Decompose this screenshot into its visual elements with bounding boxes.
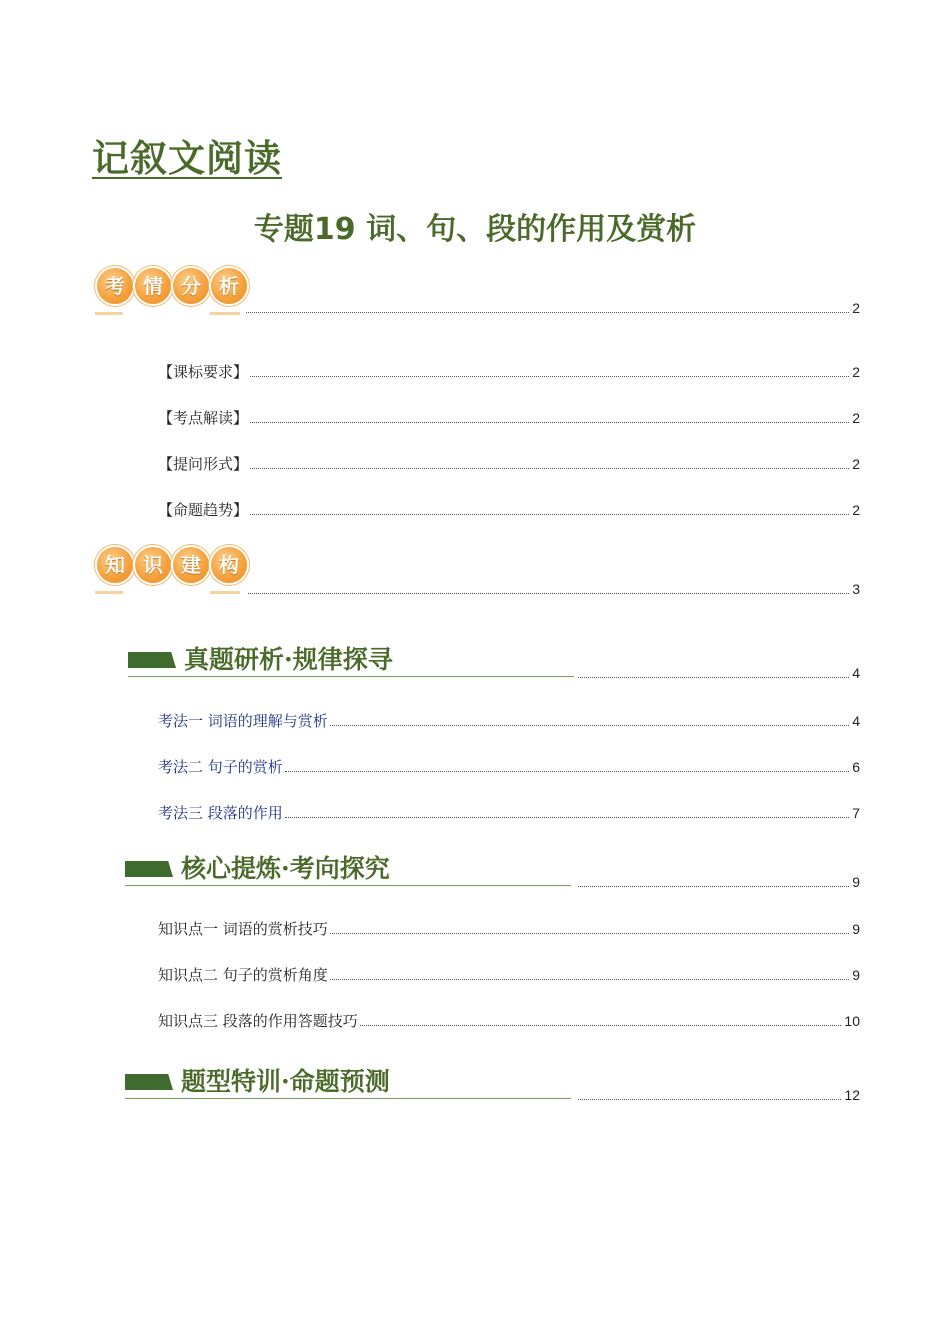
document-main-title: 记叙文阅读 bbox=[92, 137, 282, 180]
toc-entry-kaoqing[interactable] bbox=[244, 299, 860, 317]
section-banner-zhenti bbox=[128, 640, 574, 676]
toc-entry[interactable] bbox=[158, 363, 860, 381]
toc-leader bbox=[246, 312, 849, 313]
badge-char: 建 bbox=[171, 545, 211, 585]
toc-leader bbox=[248, 593, 849, 594]
toc-label: 【考点解读】 bbox=[158, 409, 249, 427]
toc-leader bbox=[250, 422, 849, 423]
toc-entry[interactable] bbox=[158, 455, 860, 473]
toc-leader bbox=[360, 1025, 842, 1026]
banner-underline bbox=[125, 885, 571, 886]
toc-label: 【课标要求】 bbox=[158, 363, 249, 381]
badge-underline bbox=[95, 312, 123, 315]
toc-entry-hexin[interactable] bbox=[576, 873, 860, 891]
banner-underline bbox=[128, 676, 574, 677]
toc-page-number: 6 bbox=[852, 759, 860, 775]
badge-char: 考 bbox=[95, 266, 135, 306]
banner-title: 核心提炼·考向探究 bbox=[181, 854, 390, 883]
toc-entry-zhishi[interactable] bbox=[246, 580, 860, 598]
toc-entry[interactable] bbox=[158, 758, 860, 776]
banner-title: 真题研析·规律探寻 bbox=[184, 645, 393, 674]
toc-page-number: 4 bbox=[852, 665, 860, 681]
toc-leader bbox=[285, 771, 849, 772]
toc-leader bbox=[285, 817, 849, 818]
banner-underline bbox=[125, 1098, 571, 1099]
toc-leader bbox=[250, 376, 849, 377]
section-badge-kaoqing bbox=[92, 262, 244, 324]
document-subtitle: 专题19 词、句、段的作用及赏析 bbox=[253, 212, 697, 247]
badge-char: 知 bbox=[95, 545, 135, 585]
banner-block bbox=[128, 652, 176, 668]
toc-entry[interactable] bbox=[158, 409, 860, 427]
toc-leader bbox=[578, 886, 849, 887]
toc-entry[interactable] bbox=[158, 712, 860, 730]
toc-leader bbox=[330, 933, 849, 934]
toc-page-number: 3 bbox=[852, 581, 860, 597]
toc-page-number: 9 bbox=[852, 921, 860, 937]
badge-underline bbox=[210, 591, 240, 594]
toc-page-number: 7 bbox=[852, 805, 860, 821]
badge-char: 情 bbox=[133, 266, 173, 306]
badge-char: 识 bbox=[133, 545, 173, 585]
toc-label: 考法一 词语的理解与赏析 bbox=[158, 712, 328, 730]
toc-leader bbox=[330, 979, 849, 980]
toc-entry[interactable] bbox=[158, 804, 860, 822]
toc-label: 考法三 段落的作用 bbox=[158, 804, 283, 822]
badge-char: 析 bbox=[209, 266, 249, 306]
banner-block bbox=[125, 861, 173, 877]
section-banner-hexin bbox=[125, 849, 571, 885]
toc-label: 知识点二 句子的赏析角度 bbox=[158, 966, 328, 984]
toc-label: 考法二 句子的赏析 bbox=[158, 758, 283, 776]
toc-page-number: 10 bbox=[844, 1013, 860, 1029]
section-badge-zhishi bbox=[92, 541, 244, 603]
toc-label: 【提问形式】 bbox=[158, 455, 249, 473]
banner-title: 题型特训·命题预测 bbox=[181, 1067, 390, 1096]
toc-entry-zhenti[interactable] bbox=[576, 664, 860, 682]
toc-page-number: 2 bbox=[852, 364, 860, 380]
toc-entry[interactable] bbox=[158, 1012, 860, 1030]
badge-char: 构 bbox=[209, 545, 249, 585]
toc-page-number: 2 bbox=[852, 410, 860, 426]
banner-block bbox=[125, 1074, 173, 1090]
toc-label: 【命题趋势】 bbox=[158, 501, 249, 519]
toc-page-number: 12 bbox=[844, 1087, 860, 1103]
toc-entry[interactable] bbox=[158, 966, 860, 984]
toc-leader bbox=[330, 725, 849, 726]
toc-page-number: 9 bbox=[852, 874, 860, 890]
toc-label: 知识点三 段落的作用答题技巧 bbox=[158, 1012, 358, 1030]
toc-leader bbox=[578, 1099, 841, 1100]
toc-page-number: 2 bbox=[852, 502, 860, 518]
badge-char: 分 bbox=[171, 266, 211, 306]
section-banner-tixing bbox=[125, 1062, 571, 1098]
toc-page-number: 2 bbox=[852, 456, 860, 472]
toc-page-number: 2 bbox=[852, 300, 860, 316]
toc-entry-tixing[interactable] bbox=[576, 1086, 860, 1104]
toc-entry[interactable] bbox=[158, 501, 860, 519]
badge-underline bbox=[210, 312, 240, 315]
toc-entry[interactable] bbox=[158, 920, 860, 938]
toc-leader bbox=[578, 677, 849, 678]
toc-leader bbox=[250, 468, 849, 469]
toc-page-number: 4 bbox=[852, 713, 860, 729]
toc-leader bbox=[250, 514, 849, 515]
toc-page-number: 9 bbox=[852, 967, 860, 983]
toc-label: 知识点一 词语的赏析技巧 bbox=[158, 920, 328, 938]
badge-underline bbox=[95, 591, 123, 594]
